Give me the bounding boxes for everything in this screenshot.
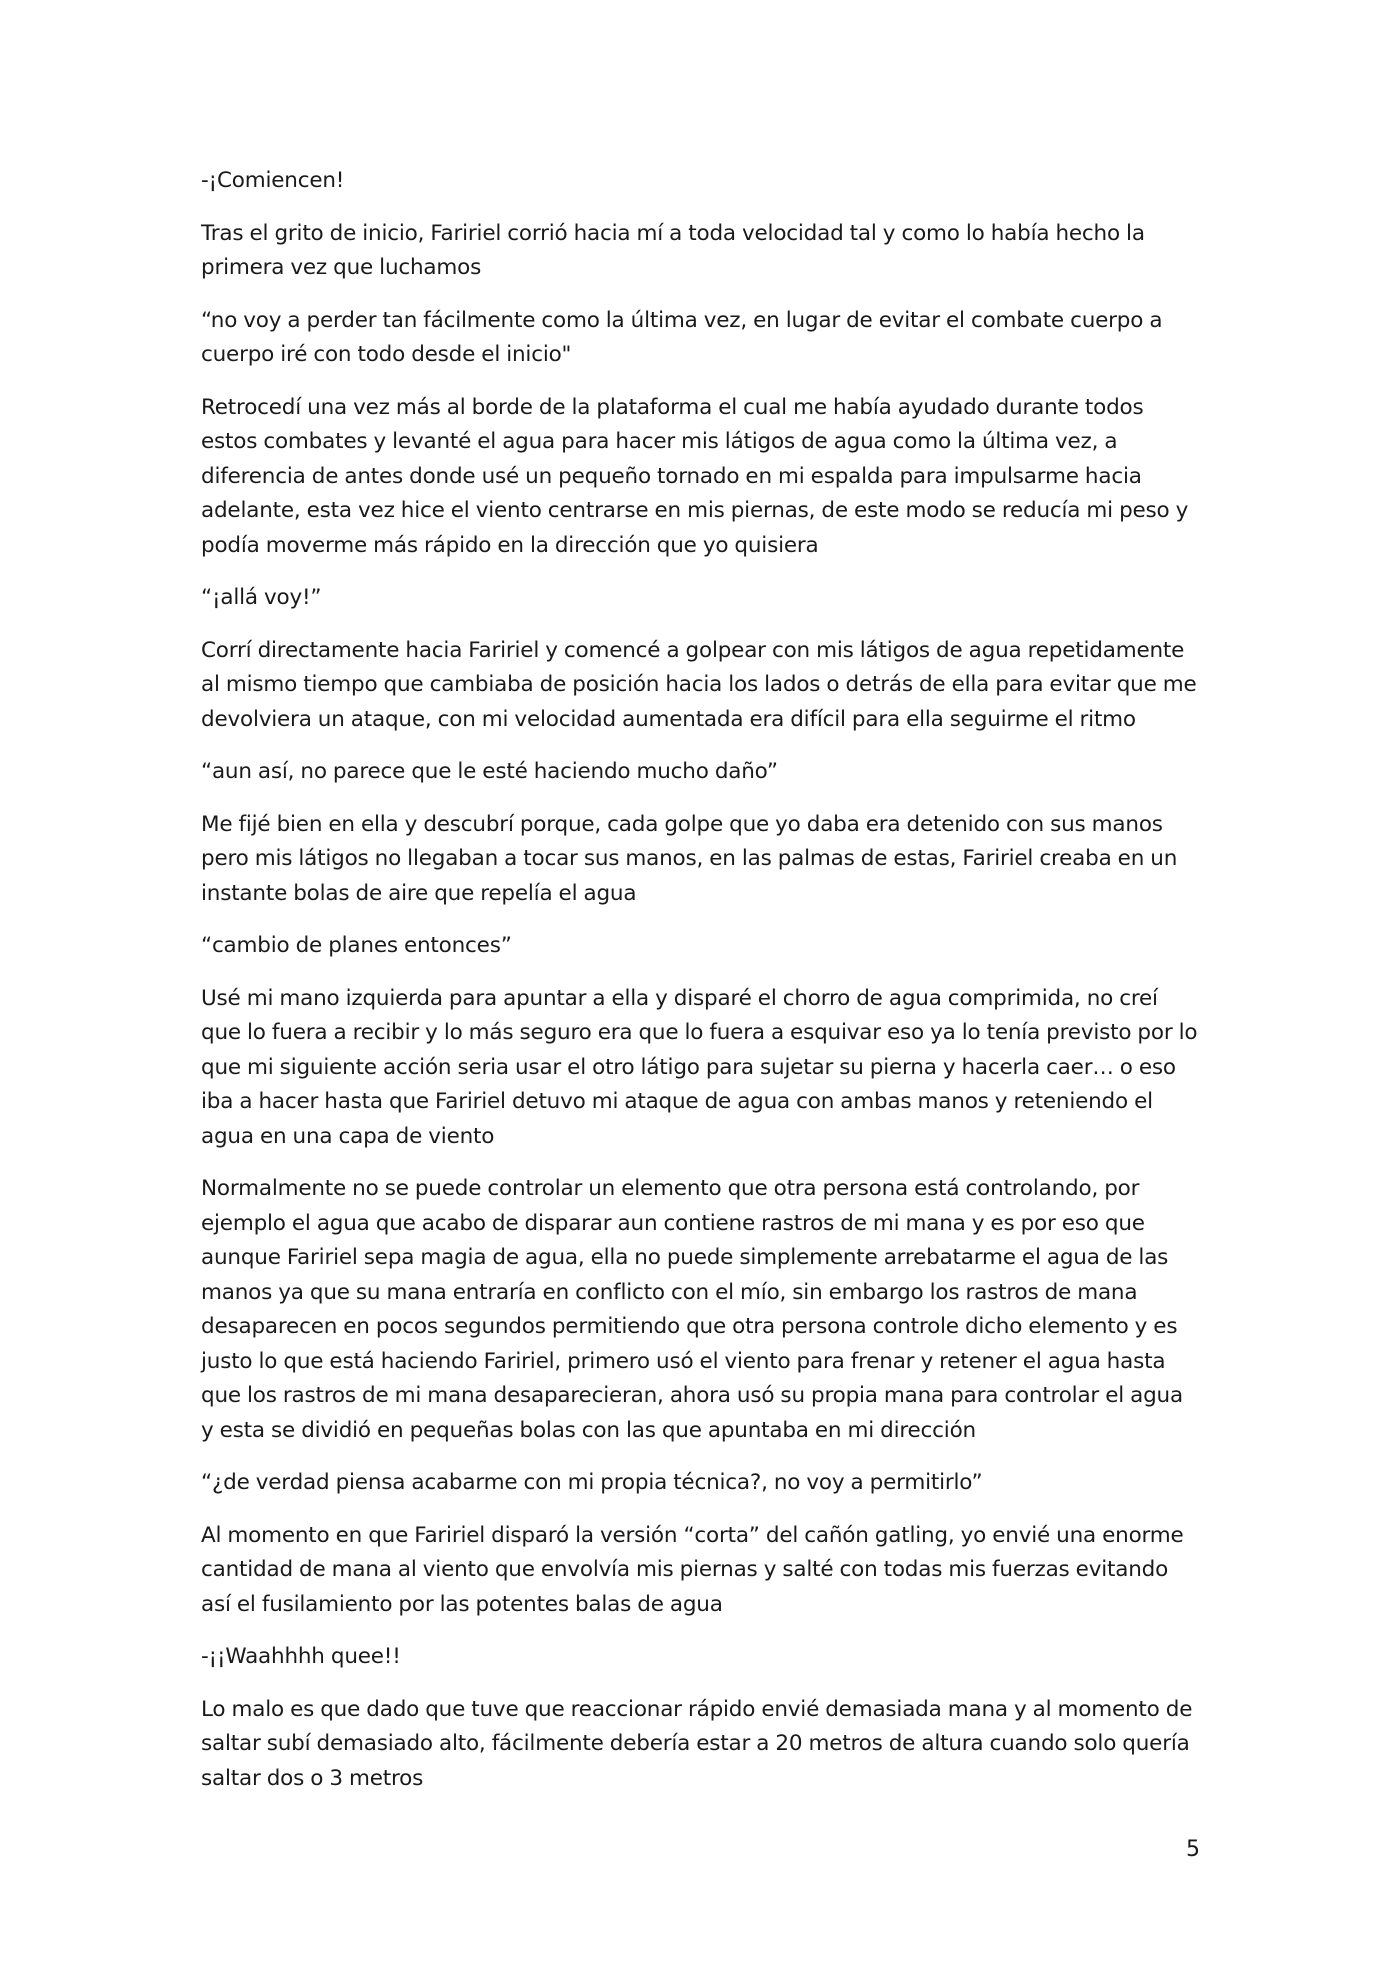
paragraph: Al momento en que Faririel disparó la versión “corta” del cañón gatling, yo envié una enorme cantidad de mana al viento que envolvía mis piernas y salté con todas mis fuerzas evitando así el fusilamiento por las potentes balas de agua bbox=[201, 1522, 1184, 1617]
paragraph: “no voy a perder tan fácilmente como la última vez, en lugar de evitar el combate cuerpo a cuerpo iré con todo desde el inicio" bbox=[201, 307, 1163, 367]
paragraph: Corrí directamente hacia Faririel y comencé a golpear con mis látigos de agua repetidamente al mismo tiempo que cambiaba de posición hacia los lados o detrás de ella para evitar que me devolviera un ataque, con mi velocidad aumentada era difícil para ella seguirme el ritmo bbox=[201, 637, 1197, 732]
paragraph: Lo malo es que dado que tuve que reaccionar rápido envié demasiada mana y al momento de saltar subí demasiado alto, fácilmente debería estar a 20 metros de altura cuando solo quería saltar dos o 3 metros bbox=[201, 1696, 1193, 1791]
paragraph: “¿de verdad piensa acabarme con mi propia técnica?, no voy a permitirlo” bbox=[201, 1470, 983, 1495]
paragraph: Usé mi mano izquierda para apuntar a ella y disparé el chorro de agua comprimida, no creí que lo fuera a recibir y lo más seguro era que lo fuera a esquivar eso ya lo tenía previsto por lo que mi siguiente acción seria usar el otro látigo para sujetar su pierna y hacerla caer… o eso iba a hacer hasta que Faririel detuvo mi ataque de agua con ambas manos y reteniendo el agua en una capa de viento bbox=[201, 985, 1198, 1149]
page-number: 5 bbox=[1186, 1837, 1200, 1862]
paragraph: Normalmente no se puede controlar un elemento que otra persona está controlando, por ejemplo el agua que acabo de disparar aun contiene rastros de mi mana y es por eso que aunque Faririel sepa magia de agua, ella no puede simplemente arrebatarme el agua de las manos ya que su mana entraría en conflicto con el mío, sin embargo los rastros de mana desaparecen en pocos segundos permitiendo que otra persona controle dicho elemento y es justo lo que está haciendo Faririel, primero usó el viento para frenar y retener el agua hasta que los rastros de mi mana desaparecieran, ahora usó su propia mana para controlar el agua y esta se dividió en pequeñas bolas con las que apuntaba en mi dirección bbox=[201, 1176, 1183, 1443]
paragraph: Retrocedí una vez más al borde de la plataforma el cual me había ayudado durante todos estos combates y levanté el agua para hacer mis látigos de agua como la última vez, a diferencia de antes donde usé un pequeño tornado en mi espalda para impulsarme hacia adelante, esta vez hice el viento centrarse en mis piernas, de este modo se reducía mi peso y podía moverme más rápido en la dirección que yo quisiera bbox=[201, 394, 1189, 558]
paragraph: “¡allá voy!” bbox=[201, 585, 322, 610]
paragraph: -¡¡Waahhhh quee!! bbox=[201, 1644, 401, 1669]
paragraph: “cambio de planes entonces” bbox=[201, 933, 512, 958]
paragraph: Me fijé bien en ella y descubrí porque, cada golpe que yo daba era detenido con sus manos pero mis látigos no llegaban a tocar sus manos, en las palmas de estas, Faririel creaba en un instante bolas de aire que repelía el agua bbox=[201, 811, 1178, 906]
paragraph: -¡Comiencen! bbox=[201, 168, 345, 193]
paragraph: “aun así, no parece que le esté haciendo mucho daño” bbox=[201, 759, 778, 784]
paragraph: Tras el grito de inicio, Faririel corrió hacia mí a toda velocidad tal y como lo había hecho la primera vez que luchamos bbox=[201, 220, 1145, 280]
document-body bbox=[201, 164, 1201, 1814]
